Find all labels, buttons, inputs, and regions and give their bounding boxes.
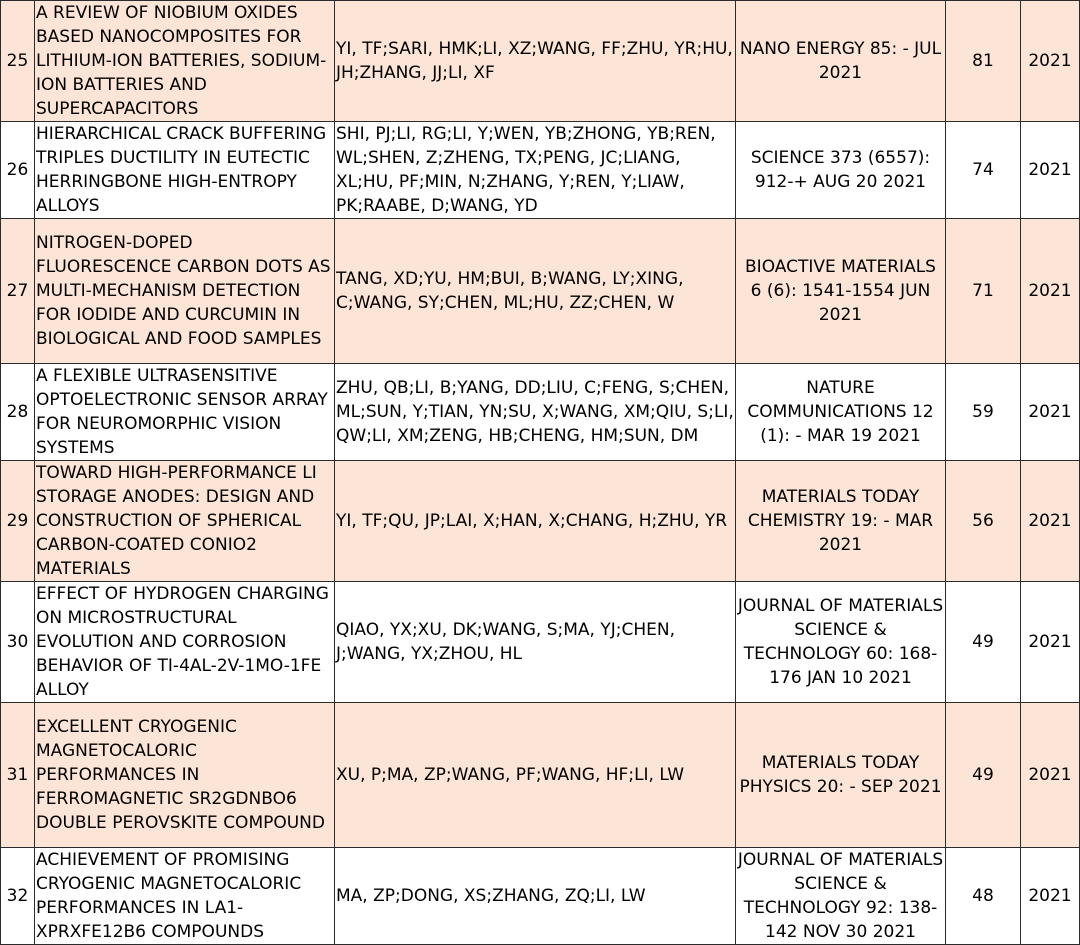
year-cell: 2021: [1021, 461, 1080, 582]
authors-cell: YI, TF;QU, JP;LAI, X;HAN, X;CHANG, H;ZHU, YR: [335, 461, 736, 582]
table-row: [1, 582, 1080, 703]
citations-cell: 48: [946, 848, 1021, 945]
source-cell: SCIENCE 373 (6557): 912-+ AUG 20 2021: [736, 122, 946, 219]
citations-cell: 49: [946, 582, 1021, 703]
title-cell: ACHIEVEMENT OF PROMISING CRYOGENIC MAGNETOCALORIC PERFORMANCES IN LA1-XPRXFE12B6 COMPOUNDS: [35, 848, 335, 945]
source-cell: NATURE COMMUNICATIONS 12 (1): - MAR 19 2021: [736, 364, 946, 461]
table-row: [1, 122, 1080, 219]
citations-cell: 71: [946, 219, 1021, 364]
rank-cell: 27: [1, 219, 35, 364]
rank-cell: 28: [1, 364, 35, 461]
table-row: [1, 364, 1080, 461]
title-cell: A REVIEW OF NIOBIUM OXIDES BASED NANOCOMPOSITES FOR LITHIUM-ION BATTERIES, SODIUM-ION BATTERIES AND SUPERCAPACITORS: [35, 1, 335, 122]
table-row: [1, 219, 1080, 364]
year-cell: 2021: [1021, 582, 1080, 703]
authors-cell: XU, P;MA, ZP;WANG, PF;WANG, HF;LI, LW: [335, 703, 736, 848]
rank-cell: 30: [1, 582, 35, 703]
citations-cell: 74: [946, 122, 1021, 219]
year-cell: 2021: [1021, 703, 1080, 848]
rank-cell: 25: [1, 1, 35, 122]
source-cell: JOURNAL OF MATERIALS SCIENCE & TECHNOLOGY 60: 168-176 JAN 10 2021: [736, 582, 946, 703]
source-cell: JOURNAL OF MATERIALS SCIENCE & TECHNOLOGY 92: 138-142 NOV 30 2021: [736, 848, 946, 945]
authors-cell: TANG, XD;YU, HM;BUI, B;WANG, LY;XING, C;WANG, SY;CHEN, ML;HU, ZZ;CHEN, W: [335, 219, 736, 364]
year-cell: 2021: [1021, 122, 1080, 219]
title-cell: EXCELLENT CRYOGENIC MAGNETOCALORIC PERFORMANCES IN FERROMAGNETIC SR2GDNBO6 DOUBLE PEROVSKITE COMPOUND: [35, 703, 335, 848]
source-cell: BIOACTIVE MATERIALS 6 (6): 1541-1554 JUN 2021: [736, 219, 946, 364]
citations-cell: 49: [946, 703, 1021, 848]
title-cell: HIERARCHICAL CRACK BUFFERING TRIPLES DUCTILITY IN EUTECTIC HERRINGBONE HIGH-ENTROPY ALLOYS: [35, 122, 335, 219]
table-row: [1, 1, 1080, 122]
rank-cell: 31: [1, 703, 35, 848]
source-cell: MATERIALS TODAY CHEMISTRY 19: - MAR 2021: [736, 461, 946, 582]
source-cell: NANO ENERGY 85: - JUL 2021: [736, 1, 946, 122]
citations-cell: 56: [946, 461, 1021, 582]
title-cell: EFFECT OF HYDROGEN CHARGING ON MICROSTRUCTURAL EVOLUTION AND CORROSION BEHAVIOR OF TI-4AL-2V-1MO-1FE ALLOY: [35, 582, 335, 703]
authors-cell: MA, ZP;DONG, XS;ZHANG, ZQ;LI, LW: [335, 848, 736, 945]
year-cell: 2021: [1021, 1, 1080, 122]
title-cell: TOWARD HIGH-PERFORMANCE LI STORAGE ANODES: DESIGN AND CONSTRUCTION OF SPHERICAL CARBON-COATED CONIO2 MATERIALS: [35, 461, 335, 582]
citations-cell: 81: [946, 1, 1021, 122]
year-cell: 2021: [1021, 364, 1080, 461]
table-row: [1, 703, 1080, 848]
authors-cell: QIAO, YX;XU, DK;WANG, S;MA, YJ;CHEN, J;WANG, YX;ZHOU, HL: [335, 582, 736, 703]
authors-cell: SHI, PJ;LI, RG;LI, Y;WEN, YB;ZHONG, YB;REN, WL;SHEN, Z;ZHENG, TX;PENG, JC;LIANG, XL;HU, PF;MIN, N;ZHANG, Y;REN, Y;LIAW, PK;RAABE, D;WANG, YD: [335, 122, 736, 219]
citations-cell: 59: [946, 364, 1021, 461]
rank-cell: 29: [1, 461, 35, 582]
authors-cell: ZHU, QB;LI, B;YANG, DD;LIU, C;FENG, S;CHEN, ML;SUN, Y;TIAN, YN;SU, X;WANG, XM;QIU, S;LI, QW;LI, XM;ZENG, HB;CHENG, HM;SUN, DM: [335, 364, 736, 461]
rank-cell: 26: [1, 122, 35, 219]
year-cell: 2021: [1021, 219, 1080, 364]
title-cell: A FLEXIBLE ULTRASENSITIVE OPTOELECTRONIC SENSOR ARRAY FOR NEUROMORPHIC VISION SYSTEMS: [35, 364, 335, 461]
title-cell: NITROGEN-DOPED FLUORESCENCE CARBON DOTS AS MULTI-MECHANISM DETECTION FOR IODIDE AND CURCUMIN IN BIOLOGICAL AND FOOD SAMPLES: [35, 219, 335, 364]
table-row: [1, 848, 1080, 945]
year-cell: 2021: [1021, 848, 1080, 945]
source-cell: MATERIALS TODAY PHYSICS 20: - SEP 2021: [736, 703, 946, 848]
authors-cell: YI, TF;SARI, HMK;LI, XZ;WANG, FF;ZHU, YR;HU, JH;ZHANG, JJ;LI, XF: [335, 1, 736, 122]
table-row: [1, 461, 1080, 582]
rank-cell: 32: [1, 848, 35, 945]
